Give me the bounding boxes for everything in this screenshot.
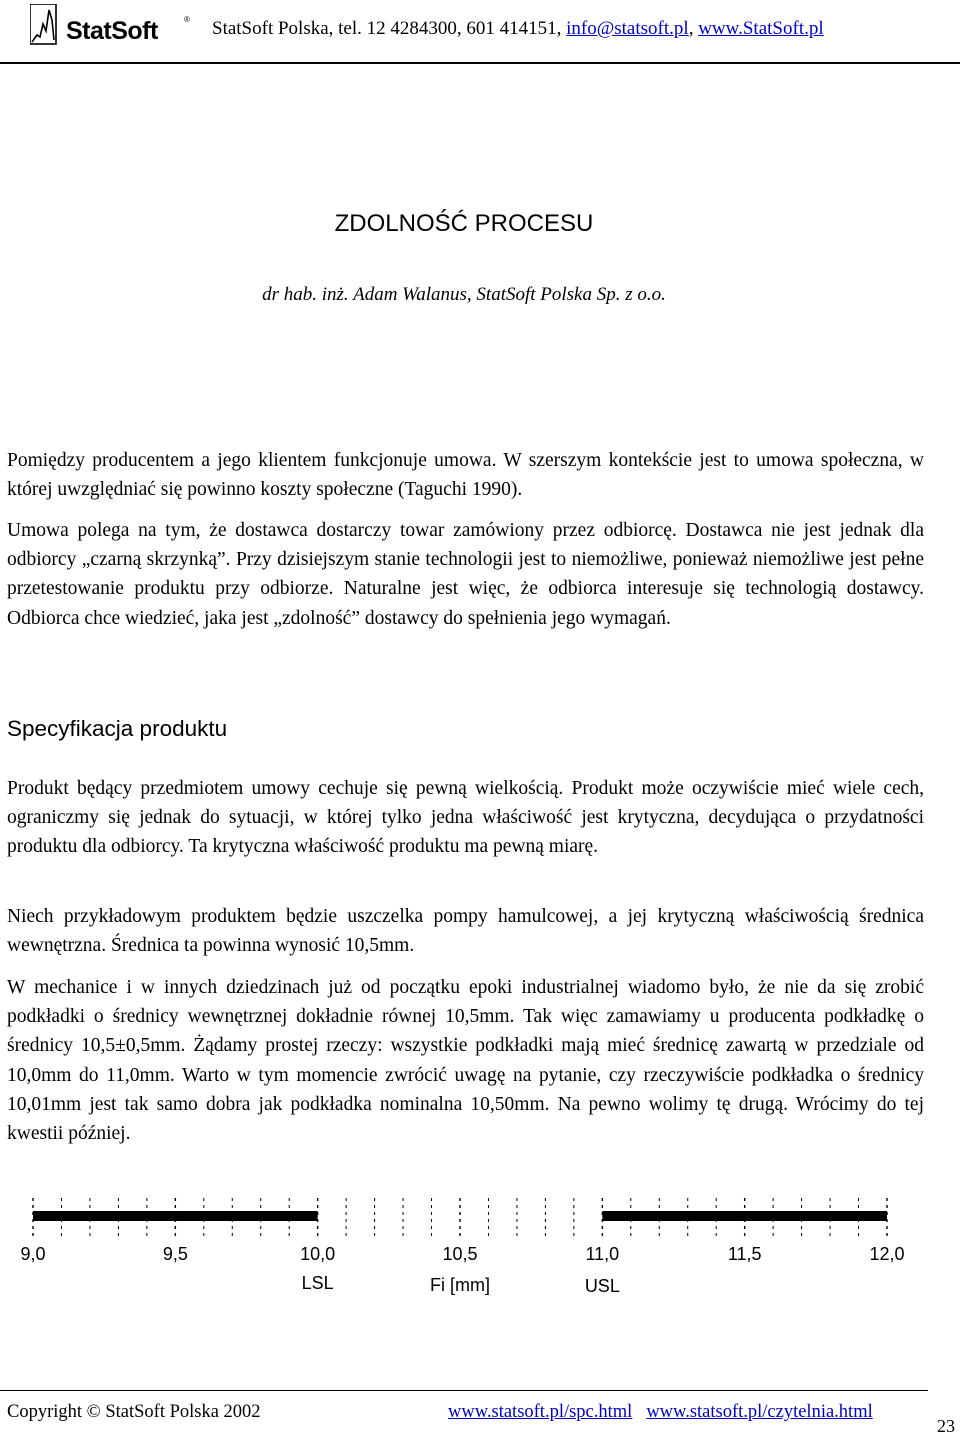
email-link[interactable]: info@statsoft.pl — [566, 18, 689, 39]
page-title: ZDOLNOŚĆ PROCESU — [334, 210, 594, 237]
spc-link[interactable]: www.statsoft.pl/spc.html — [448, 1402, 633, 1422]
website-link[interactable]: www.StatSoft.pl — [698, 18, 824, 39]
footer-links — [448, 1402, 887, 1423]
intro-paragraph-1: Pomiędzy producentem a jego klientem funkcjonuje umowa. W szerszym kontekście jest to umowa społeczna, w której uwzględniać się powinno koszty społeczne (Taguchi 1990). — [7, 450, 924, 501]
usl-label: USL — [584, 1276, 620, 1296]
above-usl-bar — [602, 1211, 887, 1221]
scale-tick-label: 10,5 — [442, 1244, 478, 1264]
specification-scale — [0, 1190, 960, 1310]
header-rule — [0, 62, 960, 64]
below-lsl-bar — [33, 1211, 318, 1221]
czytelnia-link[interactable]: www.statsoft.pl/czytelnia.html — [646, 1402, 873, 1422]
scale-tick-label: 12,0 — [869, 1244, 905, 1264]
copyright-text: Copyright © StatSoft Polska 2002 — [7, 1402, 261, 1422]
section-paragraph-1: Produkt będący przedmiotem umowy cechuje się pewną wielkością. Produkt może oczywiście mieć wiele cech, ograniczmy się jednak do sytuacji, w której tylko jedna właściwość jest krytyczna, decydująca o przydatności produktu dla odbiorcy. Ta krytyczna właściwość produktu ma pewną miarę. — [7, 778, 924, 858]
page-header — [0, 0, 960, 68]
scale-tick-label: 11,0 — [585, 1244, 620, 1264]
registered-mark: ® — [184, 15, 190, 24]
scale-tick-label: 10,0 — [300, 1244, 336, 1264]
contact-separator: , — [688, 18, 699, 39]
header-contact — [212, 18, 824, 40]
section-paragraph-2: Niech przykładowym produktem będzie uszczelka pompy hamulcowej, a jej krytyczną właściwością średnica wewnętrzna. Średnica ta powinna wynosić 10,5mm. — [7, 906, 924, 957]
section-heading: Specyfikacja produktu — [7, 716, 228, 741]
logo-wordmark: StatSoft — [66, 17, 158, 45]
page-number: 23 — [937, 1416, 955, 1436]
author-line: dr hab. inż. Adam Walanus, StatSoft Polska Sp. z o.o. — [262, 284, 666, 305]
contact-text: StatSoft Polska, tel. 12 4284300, 601 414151, — [212, 18, 567, 39]
scale-tick-label: 9,0 — [20, 1244, 46, 1264]
footer-rule — [0, 1390, 928, 1391]
axis-label: Fi [mm] — [430, 1275, 490, 1295]
lsl-label: LSL — [301, 1273, 334, 1293]
scale-tick-label: 11,5 — [727, 1244, 762, 1264]
scale-tick-label: 9,5 — [162, 1244, 188, 1264]
intro-paragraph-2: Umowa polega na tym, że dostawca dostarczy towar zamówiony przez odbiorcę. Dostawca nie jest jednak dla odbiorcy „czarną skrzynką”. Przy dzisiejszym stanie technologii jest to niemożliwe, ponieważ niemożliwe jest pełne przetestowanie produktu przy odbiorze. Naturalne jest więc, że odbiorca interesuje się technologią dostawcy. Odbiorca chce wiedzieć, jaka jest „zdolność” dostawcy do spełnienia jego wymagań. — [7, 520, 924, 629]
section-paragraph-3: W mechanice i w innych dziedzinach już od początku epoki industrialnej wiadomo było, że nie da się zrobić podkładki o średnicy wewnętrznej dokładnie równej 10,5mm. Tak więc zamawiamy u producenta podkładkę o średnicy 10,5±0,5mm. Żądamy prostej rzeczy: wszystkie podkładki mają mieć średnicę zawartą w przedziale od 10,0mm do 11,0mm. Warto w tym momencie zwrócić uwagę na pytanie, czy rzeczywiście podkładka o średnicy 10,01mm jest tak samo dobra jak podkładka nominalna 10,50mm. Na pewno wolimy tę drugą. Wrócimy do tej kwestii później. — [7, 977, 924, 1145]
